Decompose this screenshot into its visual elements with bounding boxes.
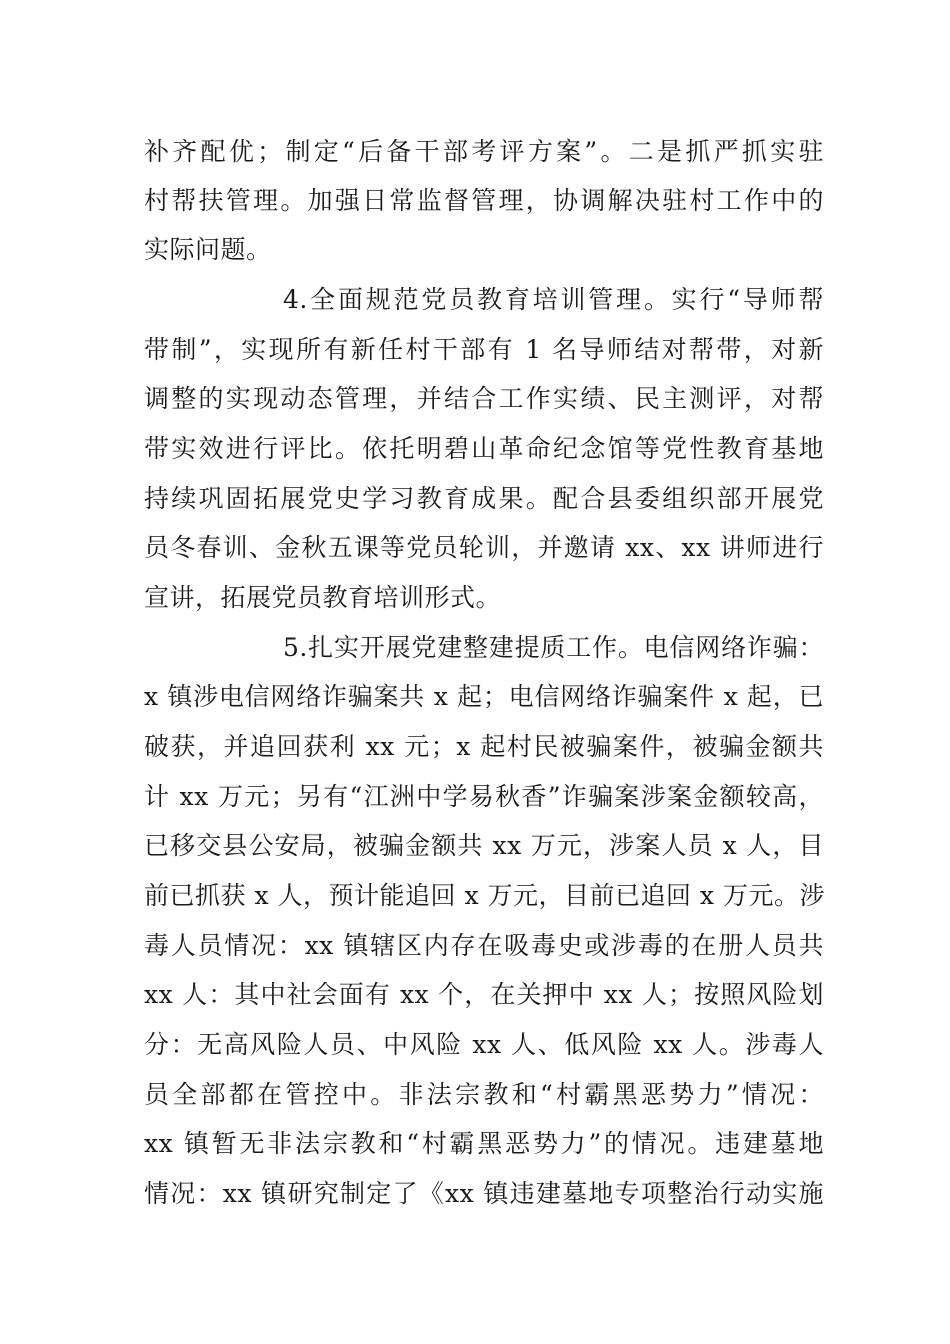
text-line: 实际问题。 <box>144 235 272 264</box>
text-line: 调整的实现动态管理，并结合工作实绩、民主测评，对帮 <box>144 384 824 413</box>
text-line: xx 人：其中社会面有 xx 个，在关押中 xx 人；按照风险划 <box>144 980 824 1009</box>
text-line: 持续巩固拓展党史学习教育成果。配合县委组织部开展党 <box>144 484 824 513</box>
text-line: 员全部都在管控中。非法宗教和“村霸黑恶势力”情况： <box>144 1080 824 1109</box>
text-line: xx 镇暂无非法宗教和“村霸黑恶势力”的情况。违建墓地 <box>144 1129 824 1158</box>
text-line: 村帮扶管理。加强日常监督管理，协调解决驻村工作中的 <box>144 186 824 215</box>
text-line: 补齐配优；制定“后备干部考评方案”。二是抓严抓实驻 <box>144 137 824 166</box>
section-heading-5: 5.扎实开展党建整建提质工作。电信网络诈骗： <box>283 633 824 662</box>
text-line: 分：无高风险人员、中风险 xx 人、低风险 xx 人。涉毒人 <box>144 1030 824 1059</box>
text-line: 已移交县公安局，被骗金额共 xx 万元，涉案人员 x 人，目 <box>144 831 824 860</box>
text-line: 带实效进行评比。依托明碧山革命纪念馆等党性教育基地 <box>144 434 824 463</box>
text-line: 宣讲，拓展党员教育培训形式。 <box>144 583 502 612</box>
text-line: 毒人员情况：xx 镇辖区内存在吸毒史或涉毒的在册人员共 <box>144 931 824 960</box>
text-line: 破获，并追回获利 xx 元；x 起村民被骗案件，被骗金额共 <box>144 732 824 761</box>
text-line: 带制”，实现所有新任村干部有 1 名导师结对帮带，对新 <box>144 335 824 364</box>
text-line: 员冬春训、金秋五课等党员轮训，并邀请 xx、xx 讲师进行 <box>144 533 824 562</box>
section-heading-4: 4.全面规范党员教育培训管理。实行“导师帮 <box>283 285 824 314</box>
text-line: x 镇涉电信网络诈骗案共 x 起；电信网络诈骗案件 x 起，已 <box>144 682 824 711</box>
text-line: 情况：xx 镇研究制定了《xx 镇违建墓地专项整治行动实施 <box>144 1179 824 1208</box>
text-line: 计 xx 万元；另有“江洲中学易秋香”诈骗案涉案金额较高， <box>144 782 824 811</box>
text-line: 前已抓获 x 人，预计能追回 x 万元，目前已追回 x 万元。涉 <box>144 881 825 910</box>
